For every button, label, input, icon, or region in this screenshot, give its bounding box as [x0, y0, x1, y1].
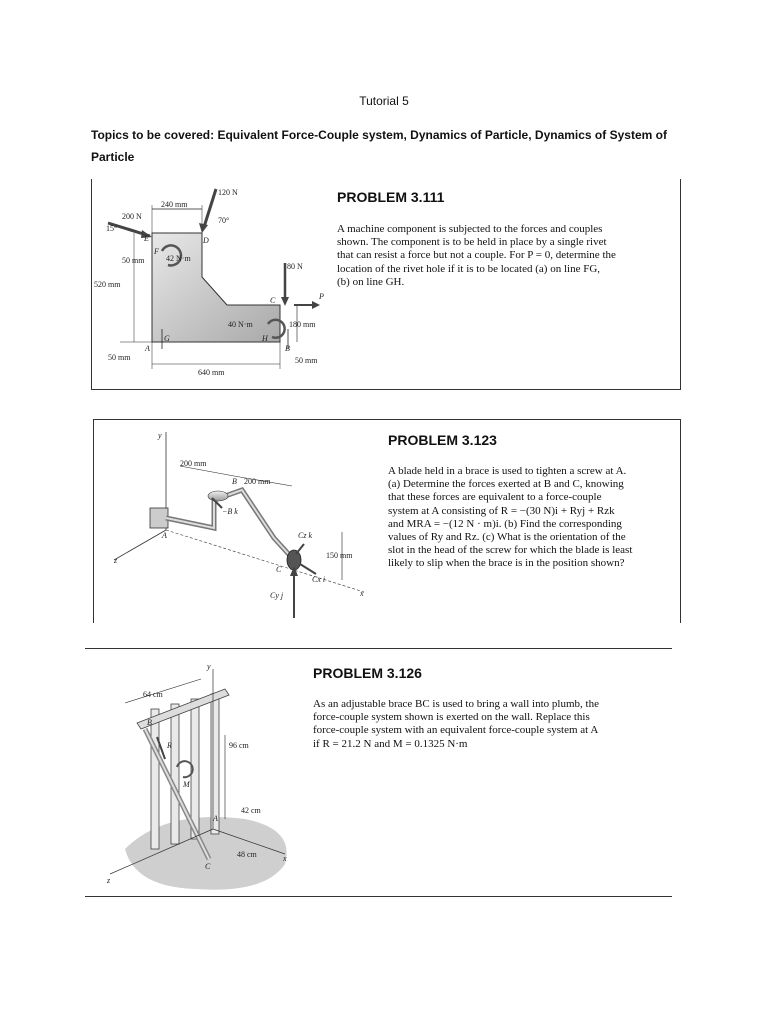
fig1-f-P: P	[319, 292, 324, 301]
fig1-d240: 240 mm	[161, 200, 188, 209]
p111-line-5: (b) on line GH.	[337, 275, 405, 288]
p123-line-3: that these forces are equivalent to a force-couple	[388, 491, 602, 504]
fig1-ang15: 15°	[106, 224, 118, 233]
fig1-pt-B: B	[285, 344, 290, 353]
fig3-ax-z: z	[107, 876, 111, 885]
fig1-pt-C: C	[270, 296, 276, 305]
fig2-f-Bk: −B k	[222, 507, 238, 516]
topics-line-2: Particle	[91, 150, 135, 164]
fig1-f120: 120 N	[218, 188, 238, 197]
p123-line-1: A blade held in a brace is used to tighten a screw at A.	[388, 465, 627, 477]
fig1-pt-E: E	[144, 234, 149, 243]
topics-heading	[91, 124, 691, 168]
fig2-d200a: 200 mm	[180, 459, 207, 468]
fig1-ang70: 70°	[218, 216, 230, 225]
page-title: Tutorial 5	[359, 94, 409, 108]
fig1-d50b: 50 mm	[108, 353, 131, 362]
p123-line-7: slot in the head of the screw for which the blade is least	[388, 544, 633, 557]
fig3-pt-A: A	[213, 814, 218, 823]
p126-line-1: As an adjustable brace BC is used to bring a wall into plumb, the	[313, 698, 599, 710]
wall-brace-figure	[85, 649, 305, 894]
problem-3-123-text	[388, 465, 632, 571]
p111-line-2: shown. The component is to be held in place by a single rivet	[337, 236, 607, 249]
fig1-f200: 200 N	[122, 212, 142, 221]
p123-line-2: (a) Determine the forces exerted at B and C, knowing	[388, 478, 624, 491]
fig2-pt-A: A	[162, 531, 167, 540]
fig3-pt-C: C	[205, 862, 211, 871]
p123-line-5: and MRA = −(12 N · m)i. (b) Find the corresponding	[388, 517, 622, 530]
fig2-pt-B: B	[232, 477, 237, 486]
fig1-pt-H: H	[262, 334, 268, 343]
fig1-d180: 180 mm	[289, 320, 316, 329]
fig1-d50a: 50 mm	[122, 256, 145, 265]
fig3-ax-x: x	[283, 854, 287, 863]
problem-3-111-text	[337, 223, 616, 289]
problem-3-111-title: PROBLEM 3.111	[337, 189, 445, 205]
fig1-c40: 40 N·m	[228, 320, 253, 329]
p123-line-4: system at A consisting of R = −(30 N)i + Ryj + Rzk	[388, 504, 615, 517]
fig1-pt-A: A	[145, 344, 150, 353]
problem-3-123-title: PROBLEM 3.123	[388, 432, 497, 448]
p111-line-3: that can resist a force but not a couple. For P = 0, determine the	[337, 249, 616, 262]
problem-3-123-panel	[93, 419, 681, 623]
p123-line-6: values of Ry and Rz. (c) What is the orientation of the	[388, 531, 626, 544]
fig2-ax-y: y	[158, 431, 162, 440]
p111-line-1: A machine component is subjected to the forces and couples	[337, 223, 603, 235]
p126-line-2: force-couple system shown is exerted on the wall. Replace this	[313, 711, 590, 724]
p126-line-4: if R = 21.2 N and M = 0.1325 N·m	[313, 737, 468, 750]
fig3-ax-y: y	[207, 662, 211, 671]
problem-3-126-title: PROBLEM 3.126	[313, 665, 422, 681]
fig3-d42: 42 cm	[241, 806, 261, 815]
fig2-ax-x: x	[360, 589, 364, 598]
problem-3-111-panel	[91, 179, 681, 390]
fig3-d48: 48 cm	[237, 850, 257, 859]
problem-3-126-panel	[85, 648, 672, 897]
fig1-pt-F: F	[154, 247, 159, 256]
fig2-f-Cj: Cy j	[270, 591, 284, 600]
p123-line-8: likely to slip when the brace is in the position shown?	[388, 557, 625, 570]
fig3-c-M: M	[183, 780, 190, 789]
fig2-pt-C: C	[276, 565, 282, 574]
problem-3-126-text	[313, 698, 599, 751]
fig1-d520: 520 mm	[94, 280, 121, 289]
fig1-pt-G: G	[164, 334, 170, 343]
fig1-f80: 80 N	[287, 262, 303, 271]
topics-line-1: Topics to be covered: Equivalent Force-Couple system, Dynamics of Particle, Dynamics of System of	[91, 128, 667, 142]
fig3-d96: 96 cm	[229, 741, 249, 750]
fig3-f-R: R	[167, 741, 172, 750]
fig1-d50c: 50 mm	[295, 356, 318, 365]
fig3-d64: 64 cm	[143, 690, 163, 699]
component-body	[152, 233, 280, 342]
fig1-pt-D: D	[203, 236, 209, 245]
fig2-ax-z: z	[114, 556, 118, 565]
fig2-d200b: 200 mm	[244, 477, 271, 486]
fig3-pt-B: B	[147, 718, 152, 727]
fig1-c42: 42 N·m	[166, 254, 191, 263]
p126-line-3: force-couple system with an equivalent force-couple system at A	[313, 724, 599, 737]
brace-figure	[94, 420, 384, 620]
fig1-d640: 640 mm	[198, 368, 225, 377]
fig2-f-Ck: Cz k	[298, 531, 312, 540]
fig2-f-Ci: Cx i	[312, 575, 326, 584]
machine-component-figure	[92, 179, 332, 389]
p111-line-4: location of the rivet hole if it is to be located (a) on line FG,	[337, 262, 601, 275]
fig2-d150: 150 mm	[326, 551, 353, 560]
